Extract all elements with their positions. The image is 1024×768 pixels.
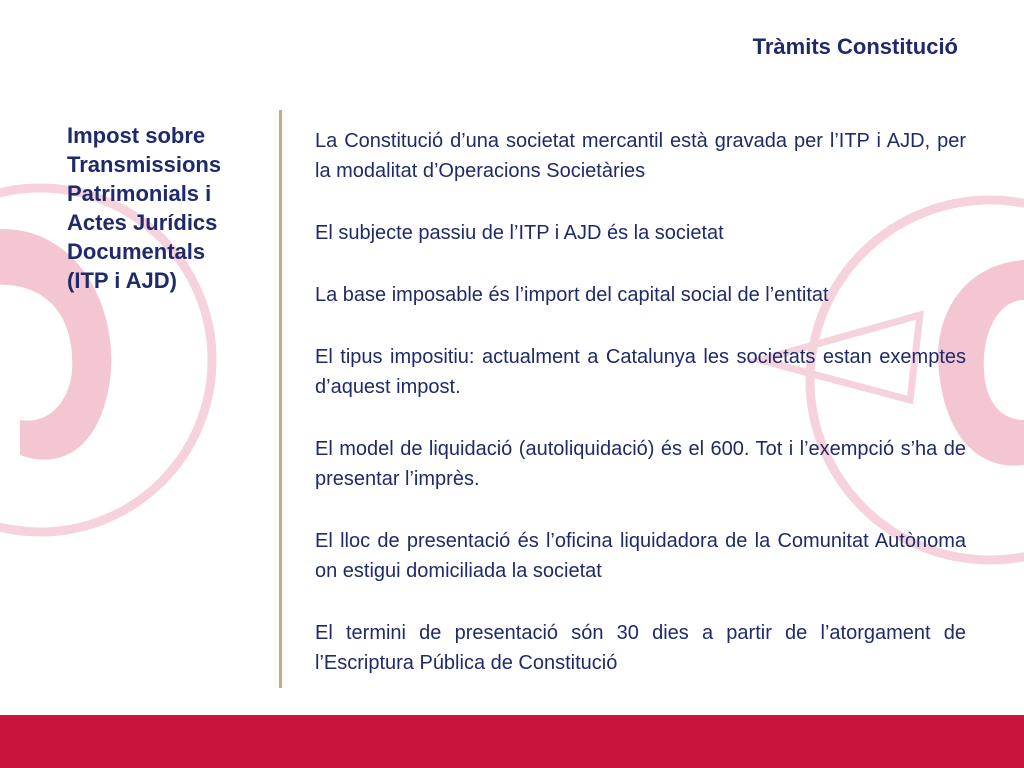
section-title-line: Actes Jurídics xyxy=(67,210,218,235)
paragraph-tax-rate: El tipus impositiu: actualment a Catalunya les societats estan exemptes d’aquest impost. xyxy=(315,346,966,398)
paragraph-deadline: El termini de presentació són 30 dies a partir de l’atorgament de l’Escriptura Pública de Constitució xyxy=(315,622,966,674)
page-title: Tràmits Constitució xyxy=(752,34,958,59)
paragraph-taxpayer: El subjecte passiu de l’ITP i AJD és la societat xyxy=(315,222,724,244)
section-title xyxy=(67,121,277,295)
section-title-line: (ITP i AJD) xyxy=(67,268,178,293)
paragraph-constitution: La Constitució d’una societat mercantil està gravada per l’ITP i AJD, per la modalitat d’Operacions Societàries xyxy=(315,130,966,182)
section-title-line: Transmissions xyxy=(67,152,222,177)
footer-bar xyxy=(0,715,1024,768)
section-title-line: Patrimonials i xyxy=(67,181,212,206)
content-body xyxy=(315,126,966,710)
paragraph-tax-base: La base imposable és l’import del capital social de l’entitat xyxy=(315,284,829,306)
section-title-line: Impost sobre xyxy=(67,123,206,148)
vertical-divider xyxy=(279,110,282,688)
paragraph-model: El model de liquidació (autoliquidació) és el 600. Tot i l’exempció s’ha de presentar l’imprès. xyxy=(315,438,966,490)
paragraph-place: El lloc de presentació és l’oficina liquidadora de la Comunitat Autònoma on estigui domiciliada la societat xyxy=(315,530,966,582)
section-title-line: Documentals xyxy=(67,239,206,264)
